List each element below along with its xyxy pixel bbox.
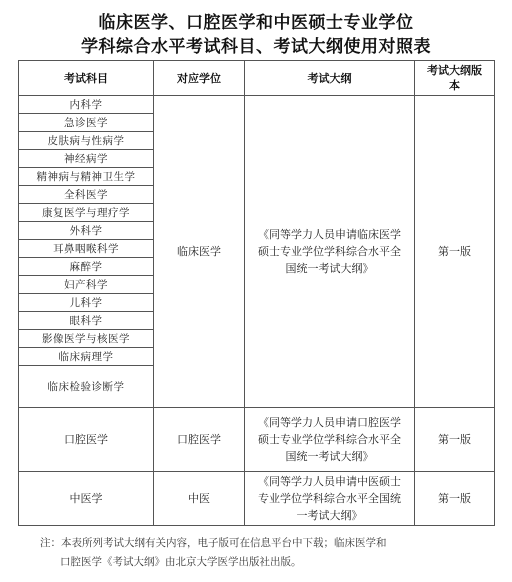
subject-cell: 外科学: [19, 222, 154, 240]
tcm-subject-cell: 中医学: [19, 472, 154, 526]
subject-cell: 妇产科学: [19, 276, 154, 294]
table-row: [19, 408, 495, 472]
header-syllabus: 考试大纲: [245, 61, 415, 96]
subject-cell: 精神病与精神卫生学: [19, 168, 154, 186]
subject-cell: 全科医学: [19, 186, 154, 204]
subject-cell: 急诊医学: [19, 114, 154, 132]
header-degree: 对应学位: [154, 61, 245, 96]
subject-cell: 神经病学: [19, 150, 154, 168]
footnote-line-2: 口腔医学《考试大纲》由北京大学医学出版社出版。: [60, 556, 302, 568]
subject-cell: 眼科学: [19, 312, 154, 330]
tcm-degree-cell: 中医: [154, 472, 245, 526]
dental-subject-cell: 口腔医学: [19, 408, 154, 472]
subject-cell: 耳鼻咽喉科学: [19, 240, 154, 258]
dental-degree-cell: 口腔医学: [154, 408, 245, 472]
table-header-row: [19, 61, 495, 96]
dental-version-cell: 第一版: [415, 408, 495, 472]
table-row: [19, 472, 495, 526]
header-exam-subject: 考试科目: [19, 61, 154, 96]
title-line-1: 临床医学、口腔医学和中医硕士专业学位: [98, 13, 414, 33]
tcm-syllabus-cell: 《同等学力人员申请中医硕士专业学位学科综合水平全国统一考试大纲》: [245, 472, 415, 526]
subject-cell: 内科学: [19, 96, 154, 114]
exam-table: [18, 60, 495, 526]
title-line-2: 学科综合水平考试科目、考试大纲使用对照表: [81, 37, 431, 57]
footnote-line-1: 注：本表所列考试大纲有关内容，电子版可在信息平台中下载；临床医学和: [40, 537, 387, 549]
subject-cell: 麻醉学: [19, 258, 154, 276]
subject-cell: 临床病理学: [19, 348, 154, 366]
dental-syllabus-cell: 《同等学力人员申请口腔医学硕士专业学位学科综合水平全国统一考试大纲》: [245, 408, 415, 472]
subject-cell: 影像医学与核医学: [19, 330, 154, 348]
header-version: 考试大纲版本: [415, 61, 495, 96]
tcm-version-cell: 第一版: [415, 472, 495, 526]
subject-cell: 皮肤病与性病学: [19, 132, 154, 150]
table-row: [19, 96, 495, 114]
subject-cell: 儿科学: [19, 294, 154, 312]
clinical-version-cell: 第一版: [415, 96, 495, 408]
subject-cell: 康复医学与理疗学: [19, 204, 154, 222]
clinical-syllabus-cell: 《同等学力人员申请临床医学硕士专业学位学科综合水平全国统一考试大纲》: [245, 96, 415, 408]
clinical-degree-cell: 临床医学: [154, 96, 245, 408]
footnote: [40, 534, 480, 572]
subject-cell: 临床检验诊断学: [19, 366, 154, 408]
